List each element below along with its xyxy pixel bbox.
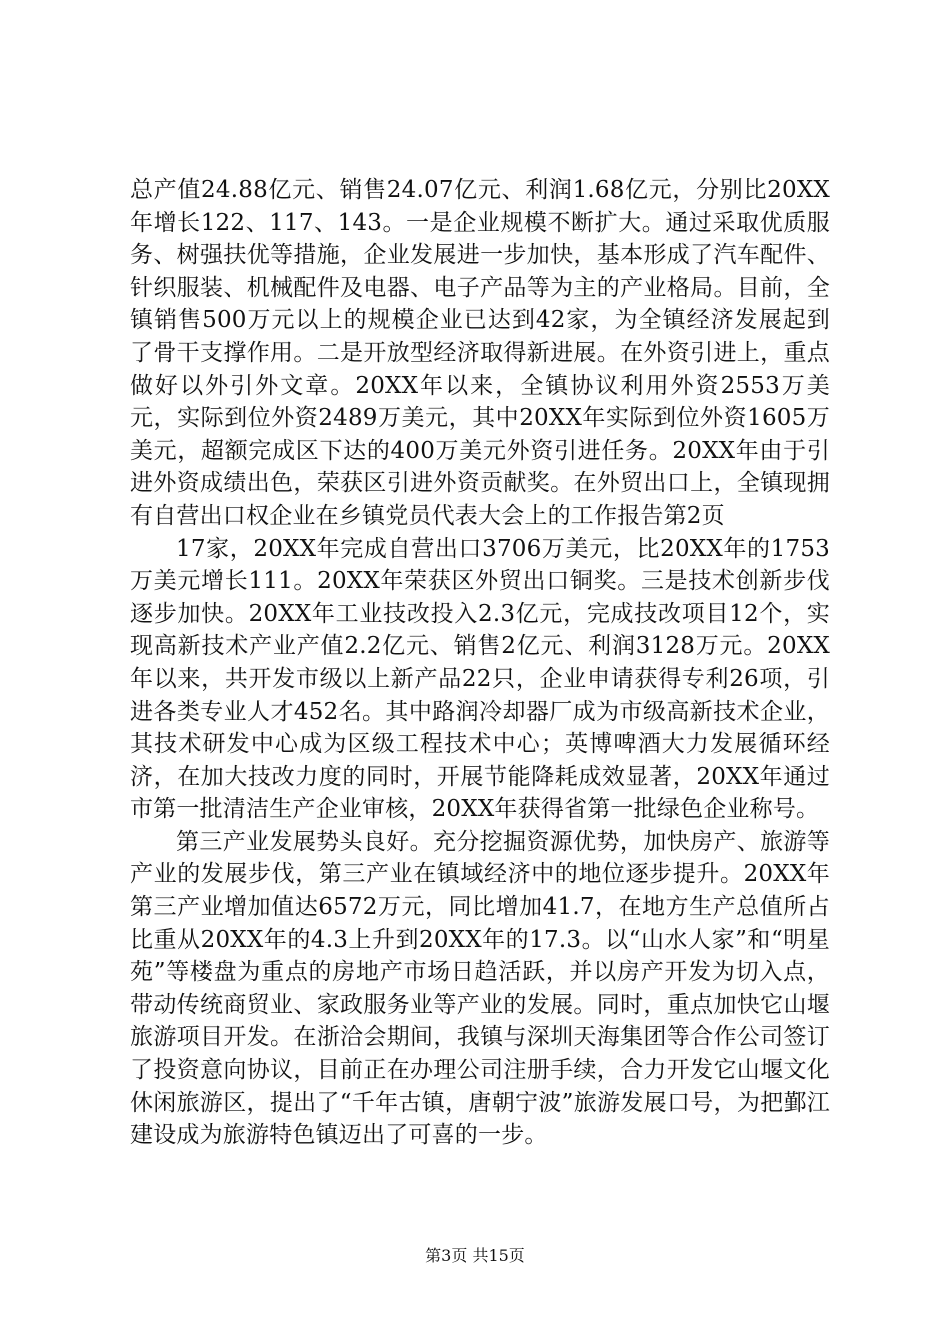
paragraph-2: 17家，20XX年完成自营出口3706万美元，比20XX年的1753万美元增长111。20XX年荣获区外贸出口铜奖。三是技术创新步伐逐步加快。20XX年工业技改投入2.3亿元，完成技改项目12个，实现高新技术产业产值2.2亿元、销售2亿元、利润3128万元。20XX年以来，共开发市级以上新产品22只，企业申请获得专利26项，引进各类专业人才452名。其中路润冷却器厂成为市级高新技术企业，其技术研发中心成为区级工程技术中心；英博啤酒大力发展循环经济，在加大技改力度的同时，开展节能降耗成效显著，20XX年通过市第一批清洁生产企业审核，20XX年获得省第一批绿色企业称号。 (130, 535, 830, 823)
document-body (130, 174, 830, 1152)
page-number-footer: 第3页 共15页 (425, 1246, 525, 1265)
paragraph-1: 总产值24.88亿元、销售24.07亿元、利润1.68亿元，分别比20XX年增长122、117、143。一是企业规模不断扩大。通过采取优质服务、树强扶优等措施，企业发展进一步加快，基本形成了汽车配件、针织服装、机械配件及电器、电子产品等为主的产业格局。目前，全镇销售500万元以上的规模企业已达到42家，为全镇经济发展起到了骨干支撑作用。二是开放型经济取得新进展。在外资引进上，重点做好以外引外文章。20XX年以来，全镇协议利用外资2553万美元，实际到位外资2489万美元，其中20XX年实际到位外资1605万美元，超额完成区下达的400万美元外资引进任务。20XX年由于引进外资成绩出色，荣获区引进外资贡献奖。在外贸出口上，全镇现拥有自营出口权企业在乡镇党员代表大会上的工作报告第2页 (130, 177, 830, 529)
paragraph-3: 第三产业发展势头良好。充分挖掘资源优势，加快房产、旅游等产业的发展步伐，第三产业在镇域经济中的地位逐步提升。20XX年第三产业增加值达6572万元，同比增加41.7，在地方生产总值所占比重从20XX年的4.3上升到20XX年的17.3。以“山水人家”和“明星苑”等楼盘为重点的房地产市场日趋活跃，并以房产开发为切入点，带动传统商贸业、家政服务业等产业的发展。同时，重点加快它山堰旅游项目开发。在浙洽会期间，我镇与深圳天海集团等合作公司签订了投资意向协议，目前正在办理公司注册手续，合力开发它山堰文化休闲旅游区，提出了“千年古镇，唐朝宁波”旅游发展口号，为把鄞江建设成为旅游特色镇迈出了可喜的一步。 (130, 828, 830, 1149)
